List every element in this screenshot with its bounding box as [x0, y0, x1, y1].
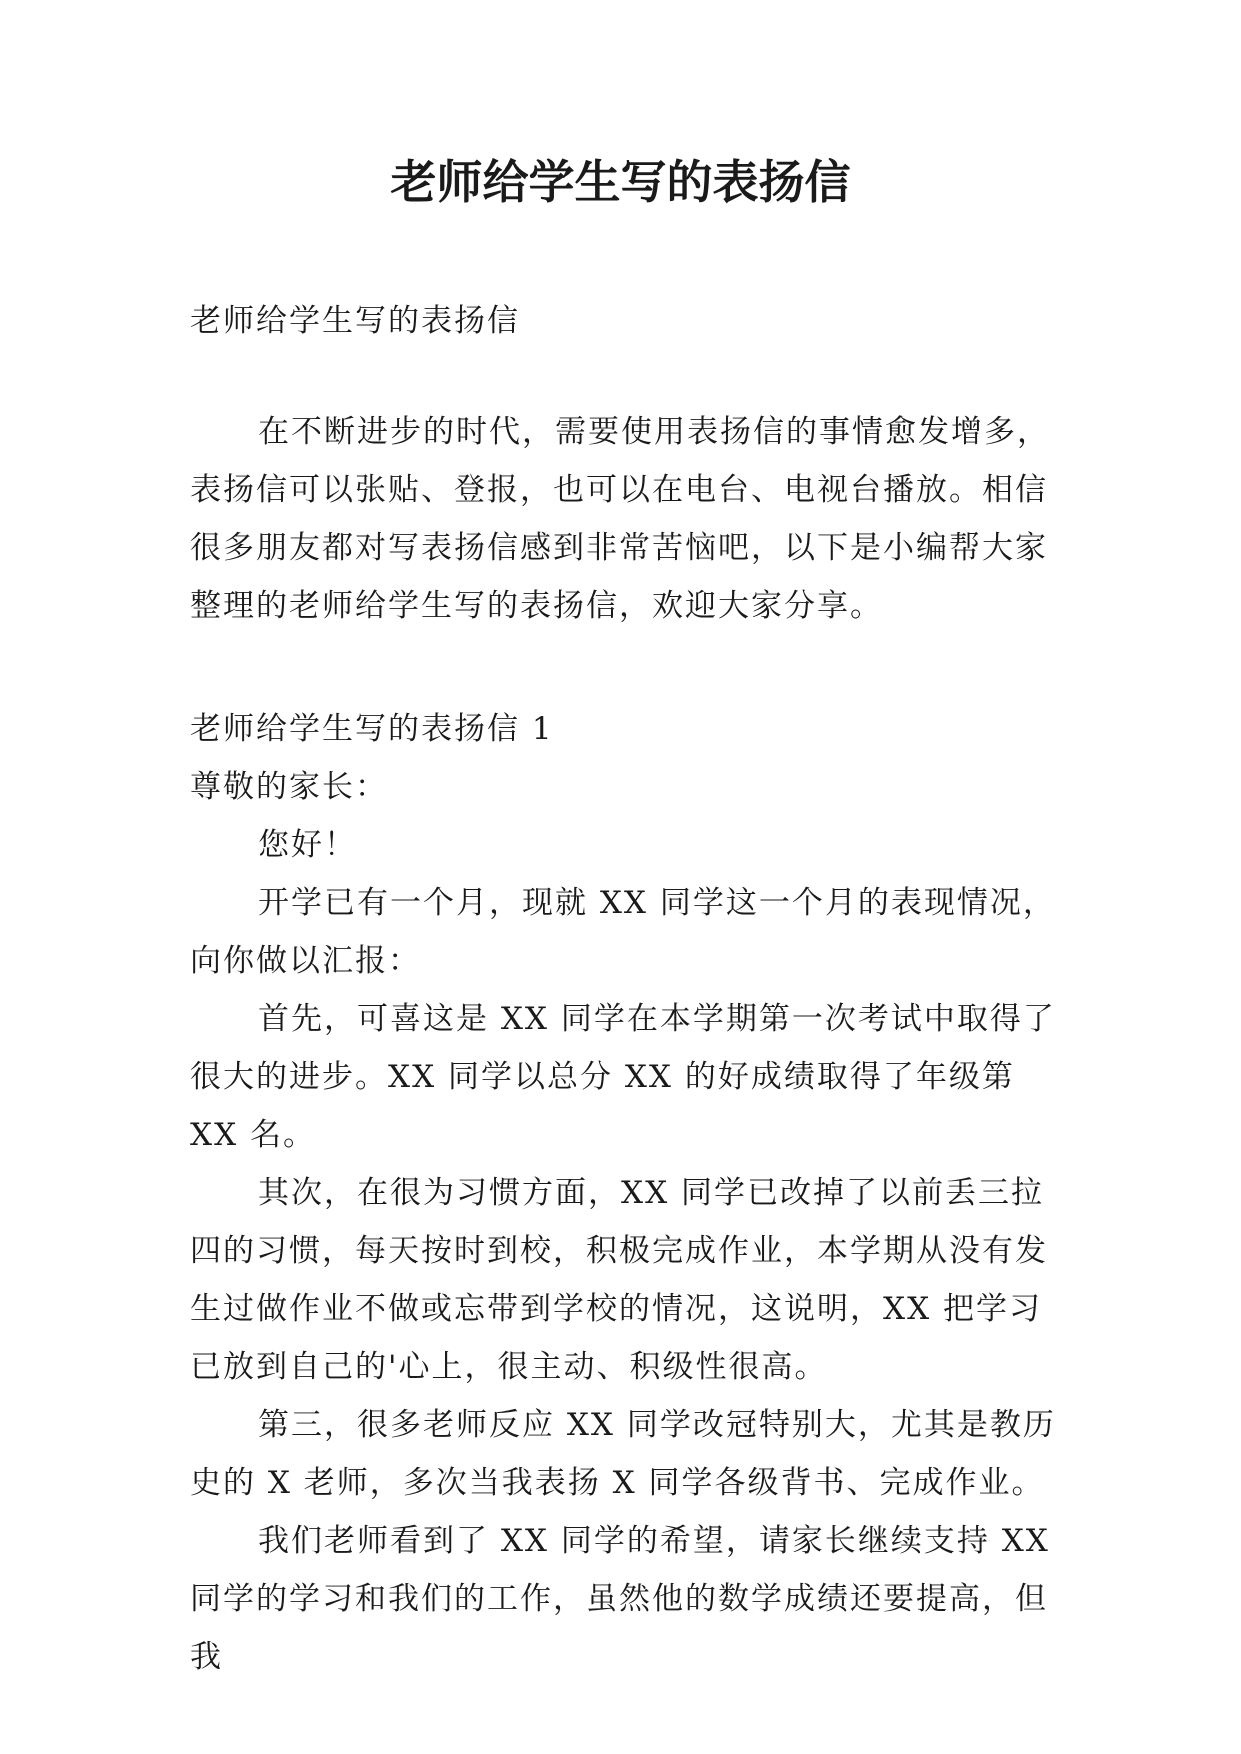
letter-block — [190, 700, 1065, 1686]
intro-paragraph: 在不断进步的时代，需要使用表扬信的事情愈发增多，表扬信可以张贴、登报，也可以在电台、电视台播放。相信很多朋友都对写表扬信感到非常苦恼吧，以下是小编帮大家整理的老师给学生写的表扬信，欢迎大家分享。 — [190, 414, 1050, 624]
letter-heading: 老师给学生写的表扬信 1 — [190, 711, 554, 747]
letter-paragraph-1: 开学已有一个月，现就 XX 同学这一个月的表现情况，向你做以汇报： — [190, 885, 1056, 979]
intro-block — [190, 403, 1065, 635]
document-title: 老师给学生写的表扬信 — [390, 155, 851, 209]
letter-paragraph-2: 首先，可喜这是 XX 同学在本学期第一次考试中取得了很大的进步。XX 同学以总分 XX 的好成绩取得了年级第 XX 名。 — [190, 1001, 1056, 1153]
letter-greeting: 您好！ — [258, 827, 357, 863]
subtitle-block — [190, 292, 1065, 350]
subtitle: 老师给学生写的表扬信 — [190, 303, 520, 339]
letter-paragraph-3: 其次，在很为习惯方面，XX 同学已改掉了以前丢三拉四的习惯，每天按时到校，积极完成作业，本学期从没有发生过做作业不做或忘带到学校的情况，这说明，XX 把学习已放到自己的'心上，很主动、积级性很高。 — [190, 1175, 1048, 1385]
letter-paragraph-4: 第三，很多老师反应 XX 同学改冠特别大，尤其是教历史的 X 老师，多次当我表扬 X 同学各级背书、完成作业。 — [190, 1407, 1056, 1501]
letter-salutation: 尊敬的家长： — [190, 769, 388, 805]
letter-paragraph-5: 我们老师看到了 XX 同学的希望，请家长继续支持 XX 同学的学习和我们的工作，虽然他的数学成绩还要提高，但我 — [190, 1523, 1050, 1675]
